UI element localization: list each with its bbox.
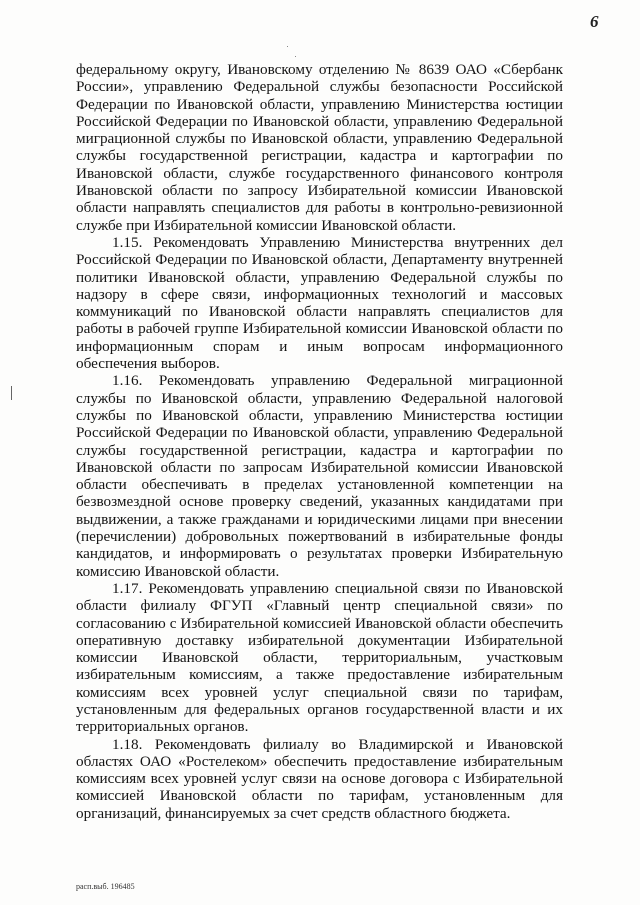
margin-mark	[11, 386, 12, 400]
document-body	[76, 61, 563, 822]
paragraph-1-15: 1.15. Рекомендовать Управлению Министерства внутренних дел Российской Федерации по Ивановской области, Департаменту внутренней политики Ивановской области, управлению Федеральной службы по надзору в сфере связи, информационных технологий и массовых коммуникаций по Ивановской области направлять специалистов для работы в рабочей группе Избирательной комиссии Ивановской области по информационным спорам и иным вопросам информационного обеспечения выборов.	[76, 233, 563, 373]
scan-speck	[287, 46, 288, 47]
page-number: 6	[590, 12, 599, 31]
paragraph-1-18: 1.18. Рекомендовать филиалу во Владимирской и Ивановской областях ОАО «Ростелеком» обеспечить предоставление избирательным комиссиям всех уровней услуг связи на основе договора с Избирательной комиссией Ивановской области по тарифам, установленным для организаций, финансируемых за счет средств областного бюджета.	[76, 735, 563, 822]
paragraph-continuation: федеральному округу, Ивановскому отделению № 8639 ОАО «Сбербанк России», управлению Федеральной службы безопасности Российской Федерации по Ивановской области, управлению Министерства юстиции Российской Федерации по Ивановской области, управлению Федеральной миграционной службы по Ивановской области, управлению Федеральной службы государственной регистрации, кадастра и картографии по Ивановской области, службе государственного финансового контроля Ивановской области по запросу Избирательной комиссии Ивановской области направлять специалистов для работы в контрольно-ревизионной службе при Избирательной комиссии Ивановской области.	[76, 61, 563, 234]
paragraph-1-17: 1.17. Рекомендовать управлению специальной связи по Ивановской области филиалу ФГУП «Главный центр специальной связи» по согласованию с Избирательной комиссией Ивановской области обеспечить оперативную доставку избирательной документации Избирательной комиссии Ивановской области, территориальным, участковым избирательным комиссиям, а также предоставление избирательным комиссиям всех уровней услуг специальной связи по тарифам, установленным для федеральных органов государственной власти и их территориальных органов.	[76, 579, 563, 736]
scan-speck	[295, 56, 296, 57]
paragraph-1-16: 1.16. Рекомендовать управлению Федеральной миграционной службы по Ивановской области, управлению Федеральной налоговой службы по Ивановской области, управлению Министерства юстиции Российской Федерации по Ивановской области, управлению Федеральной службы государственной регистрации, кадастра и картографии по Ивановской области по запросам Избирательной комиссии Ивановской области обеспечивать в пределах установленной компетенции на безвозмездной основе проверку сведений, указанных кандидатами при выдвижении, а также гражданами и юридическими лицами при внесении (перечислении) добровольных пожертвований в избирательные фонды кандидатов, и информировать о результатах проверки Избирательную комиссию Ивановской области.	[76, 372, 563, 580]
footer-reference: расп.выб. 196485	[76, 882, 135, 891]
